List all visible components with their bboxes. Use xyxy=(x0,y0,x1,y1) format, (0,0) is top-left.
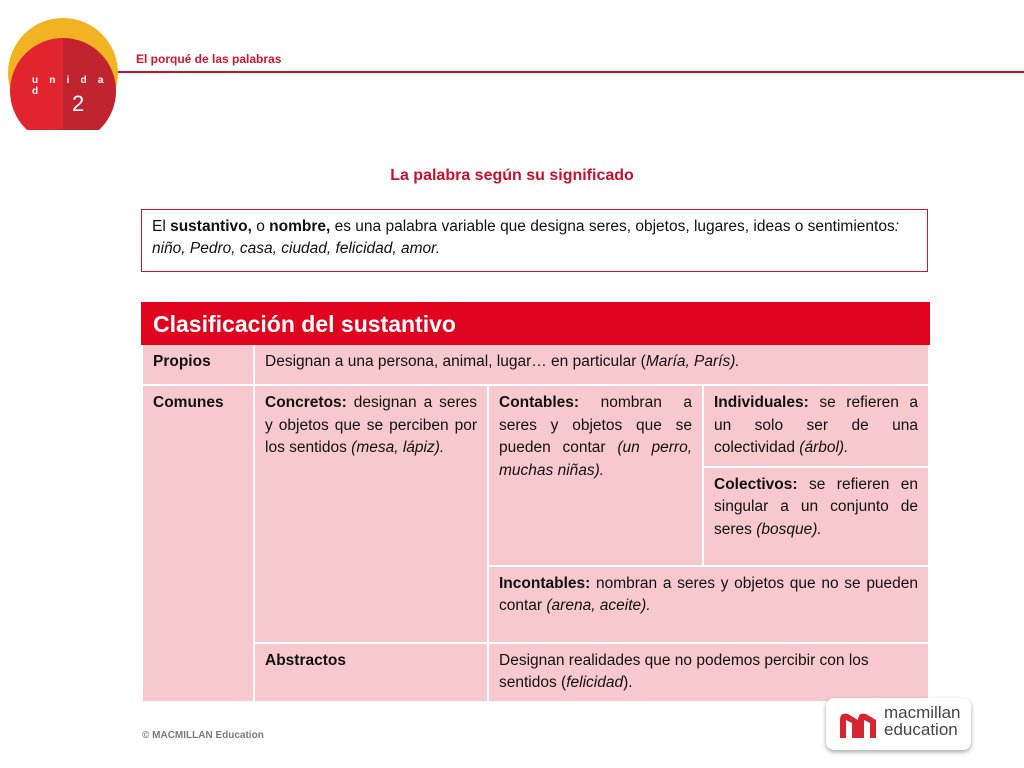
cell-text: se refieren a un solo ser de una colectividad xyxy=(714,394,919,456)
table-title: Clasificación del sustantivo xyxy=(142,303,929,344)
macmillan-m-icon xyxy=(838,710,878,740)
cell-contables xyxy=(488,385,703,566)
row-label-propios: Propios xyxy=(142,344,254,385)
cell-term: Incontables: xyxy=(499,574,591,592)
cell-examples: (un perro, muchas niñas). xyxy=(499,439,693,479)
cell-examples: (bosque). xyxy=(756,520,822,538)
macmillan-logo xyxy=(826,698,971,750)
logo-line-2: education xyxy=(884,720,958,739)
definition-text: es una palabra variable que designa seres, objetos, lugares, ideas o sentimientos xyxy=(330,218,895,235)
cell-text: se refieren en singular a un conjunto de seres xyxy=(714,475,919,538)
classification-table xyxy=(141,302,930,703)
logo-wordmark xyxy=(884,704,961,738)
unit-badge-icon xyxy=(8,17,118,130)
definition-term: sustantivo, xyxy=(170,218,252,235)
cell-term: Colectivos: xyxy=(714,475,798,493)
definition-term: nombre, xyxy=(269,218,331,235)
cell-examples: (arena, aceite). xyxy=(546,597,651,614)
copyright: © MACMILLAN Education xyxy=(142,730,264,741)
row-label-comunes: Comunes xyxy=(142,385,254,702)
cell-text: nombran a seres y objetos que se pueden contar xyxy=(499,394,692,456)
cell-abstractos xyxy=(488,643,929,702)
unit-label: u n i d a d xyxy=(32,75,108,97)
cell-text: Designan realidades que no podemos percibir con los sentidos ( xyxy=(499,651,869,691)
cell-term: Contables: xyxy=(499,394,580,411)
cell-term: Concretos: xyxy=(265,394,347,411)
definition-examples: : niño, Pedro, casa, ciudad, felicidad, amor. xyxy=(152,218,900,257)
header-title: El porqué de las palabras xyxy=(136,52,282,66)
cell-text: ). xyxy=(623,674,633,691)
logo-line-1: macmillan xyxy=(884,703,961,722)
cell-text: Designan a una persona, animal, lugar… en particular ( xyxy=(265,353,646,370)
header-rule xyxy=(118,71,1024,73)
cell-colectivos xyxy=(703,467,929,566)
unit-badge xyxy=(8,17,118,130)
unit-number: 2 xyxy=(72,91,85,116)
cell-examples: (mesa, lápiz). xyxy=(351,439,445,456)
definition-text: El xyxy=(152,218,171,235)
cell-text: nombran a seres y objetos que no se pueden contar xyxy=(499,574,919,614)
definition-box xyxy=(141,209,928,272)
cell-individuales xyxy=(703,385,929,467)
section-title: La palabra según su significado xyxy=(390,167,634,184)
cell-incontables xyxy=(488,566,929,643)
cell-examples: María, París). xyxy=(645,353,740,370)
cell-term: Individuales: xyxy=(714,394,809,411)
cell-examples: (árbol). xyxy=(799,439,849,456)
cell-concretos xyxy=(254,385,488,643)
cell-propios xyxy=(254,344,929,385)
cell-examples: felicidad xyxy=(566,674,624,691)
cell-text: designan a seres y objetos que se perciben por los sentidos xyxy=(265,394,477,456)
cell-abstractos-label: Abstractos xyxy=(254,643,488,702)
definition-text: o xyxy=(251,218,270,235)
